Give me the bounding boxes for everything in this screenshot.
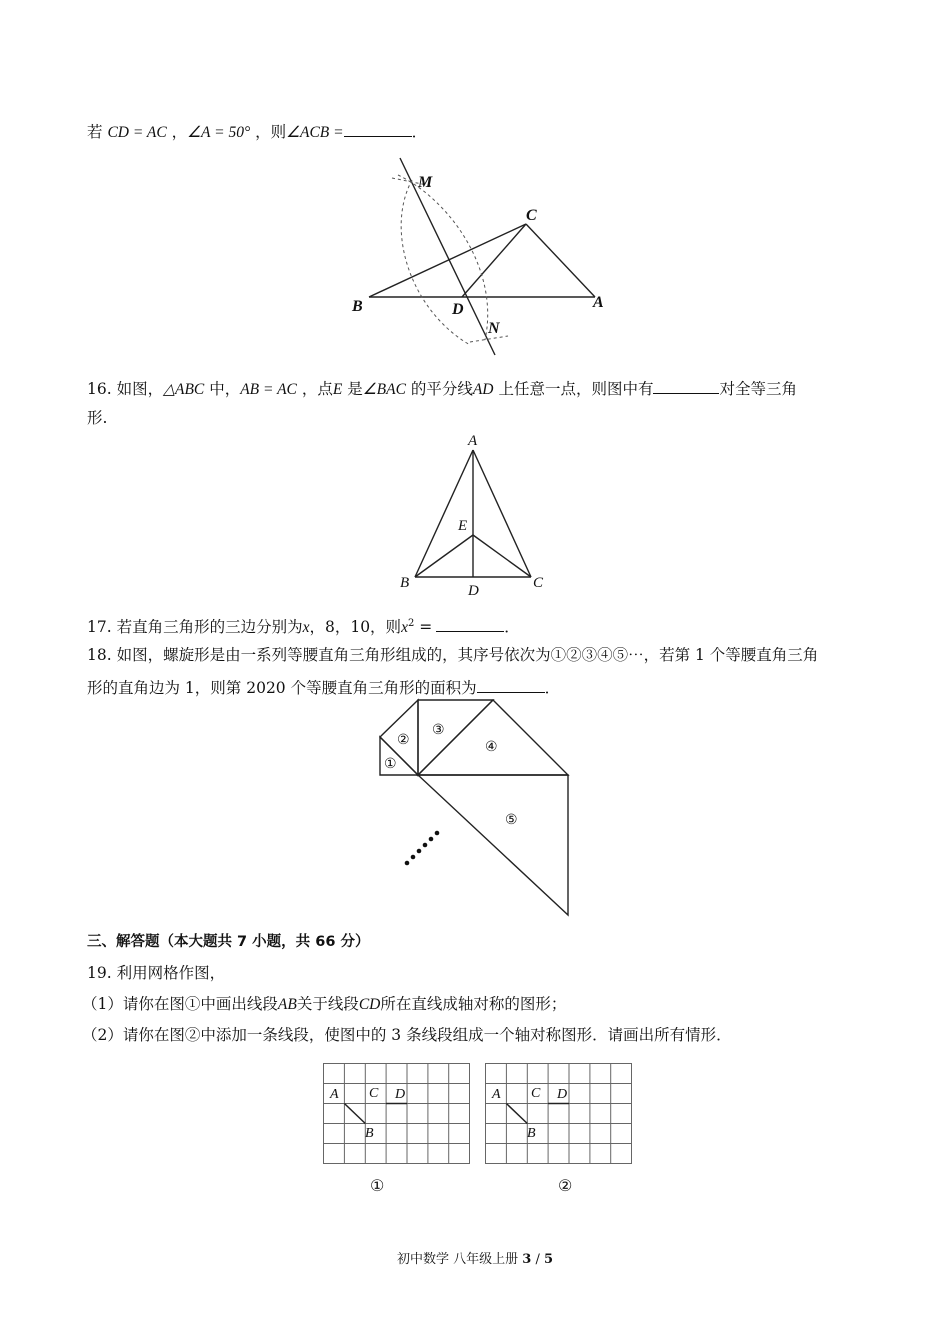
page-footer xyxy=(0,1248,950,1267)
footer-text: 初中数学 八年级上册 xyxy=(396,1252,519,1267)
q18-line1 xyxy=(87,645,818,665)
footer-sep: / xyxy=(531,1252,544,1267)
label-C: C xyxy=(526,207,537,224)
q16-p3: ，点 xyxy=(296,380,333,398)
q15-tail: ． xyxy=(411,123,428,141)
q17-tail: ． xyxy=(504,618,520,637)
caption-1: ① xyxy=(370,1178,385,1195)
label-5: ⑤ xyxy=(505,813,518,828)
q17-p2: ，8，10，则 xyxy=(309,618,402,637)
q16-ad: AD xyxy=(472,381,494,398)
q17-line xyxy=(87,614,520,638)
figure-15 xyxy=(340,150,620,365)
q18-line2-text: 形的直角边为 1，则第 2020 个等腰直角三角形的面积为 xyxy=(87,679,477,697)
label-4: ④ xyxy=(485,740,498,755)
label-E: E xyxy=(458,518,468,534)
q17-x2: x xyxy=(401,619,408,637)
q16-p5: 的平分线 xyxy=(405,380,473,398)
q19-cd: CD xyxy=(358,996,381,1013)
label-B: B xyxy=(352,298,363,315)
segment-AB xyxy=(415,450,473,577)
caption-2: ② xyxy=(558,1178,573,1195)
figure-18 xyxy=(370,700,580,922)
q16-p2: 中， xyxy=(204,380,241,398)
q16-line2 xyxy=(87,408,107,428)
q15-mid: ，则 xyxy=(250,123,287,141)
ellipsis-dots xyxy=(405,831,440,866)
figure-16 xyxy=(395,430,555,600)
q17-p1: 17. 若直角三角形的三边分别为 xyxy=(87,618,303,637)
q16-triangle: △ABC xyxy=(163,381,205,398)
arc-right xyxy=(398,175,488,340)
segment-AB xyxy=(506,1104,527,1124)
q15-eq1: CD = AC xyxy=(107,124,167,141)
label-B: B xyxy=(527,1126,536,1141)
grid-lines xyxy=(323,1063,470,1164)
label-3: ③ xyxy=(432,723,445,738)
q17-answer-blank[interactable] xyxy=(436,615,504,632)
q17-p3: = xyxy=(414,618,433,637)
segment-CE xyxy=(473,535,531,577)
q16-p4: 是 xyxy=(342,380,363,398)
label-C: C xyxy=(369,1086,379,1101)
figure-19-grid-2 xyxy=(485,1063,635,1198)
label-D: D xyxy=(452,301,464,318)
label-D: D xyxy=(557,1087,568,1102)
q16-line2-text: 形. xyxy=(87,409,108,427)
label-B: B xyxy=(400,575,410,591)
q18-answer-blank[interactable] xyxy=(477,676,545,693)
label-A: A xyxy=(492,1087,501,1102)
label-N: N xyxy=(488,320,500,337)
label-M: M xyxy=(418,174,433,191)
segment-CD xyxy=(462,224,526,297)
q16-angle: ∠BAC xyxy=(362,381,406,398)
q19-s1a: （1）请你在图①中画出线段 xyxy=(82,995,278,1013)
q18-line2 xyxy=(87,676,560,698)
triangle-5 xyxy=(418,775,568,915)
q17-x: x xyxy=(302,619,310,637)
q19-sub1 xyxy=(82,994,566,1015)
q19-s1b: 关于线段 xyxy=(296,995,359,1013)
footer-page: 3 xyxy=(522,1252,532,1267)
label-1: ① xyxy=(384,757,397,772)
label-A: A xyxy=(468,433,478,449)
q17-sup: 2 xyxy=(407,618,415,629)
figure-19-grid-1 xyxy=(323,1063,473,1198)
line-MN xyxy=(400,158,495,355)
q15-lead: 若 xyxy=(87,123,108,141)
segment-CA xyxy=(526,224,595,297)
label-A: A xyxy=(330,1087,339,1102)
q16-p6: 上任意一点，则图中有 xyxy=(493,380,654,398)
q15-eq3: ∠ACB = xyxy=(286,124,344,141)
q15-answer-blank[interactable] xyxy=(344,120,412,137)
label-A: A xyxy=(593,294,604,311)
label-D: D xyxy=(395,1087,406,1102)
q16-eq: AB = AC xyxy=(240,381,297,398)
q16-line1 xyxy=(87,377,797,400)
q15-line xyxy=(87,120,427,143)
segment-BC xyxy=(369,224,526,297)
label-D: D xyxy=(468,583,479,599)
segment-AB xyxy=(344,1104,365,1124)
q16-point-e: E xyxy=(332,381,343,398)
q18-tail: ． xyxy=(544,679,561,697)
section-3-title: 三、解答题（本大题共 7 小题，共 66 分） xyxy=(87,934,370,950)
q18-line1-text: 18. 如图，螺旋形是由一系列等腰直角三角形组成的，其序号依次为①②③④⑤⋯，若第 1 个等腰直角三角 xyxy=(87,646,819,664)
q16-p7: 对全等三角 xyxy=(719,380,797,398)
footer-total: 5 xyxy=(543,1252,554,1267)
q19-sub2: （2）请你在图②中添加一条线段，使图中的 3 条线段组成一个轴对称图形．请画出所有情形． xyxy=(82,1026,732,1044)
q16-answer-blank[interactable] xyxy=(653,377,719,394)
segment-AC xyxy=(473,450,531,577)
segment-BE xyxy=(415,535,473,577)
label-C: C xyxy=(533,575,544,591)
label-B: B xyxy=(365,1126,374,1141)
q19-s1c: 所在直线成轴对称的图形； xyxy=(380,995,567,1013)
q19-stem: 19. 利用网格作图， xyxy=(87,964,226,982)
q19-ab: AB xyxy=(277,996,297,1013)
q15-eq2: ∠A = 50° xyxy=(187,124,251,141)
arc-left xyxy=(401,180,470,345)
label-2: ② xyxy=(397,733,410,748)
grid-lines xyxy=(485,1063,632,1164)
q16-p1: 16. 如图， xyxy=(87,380,164,398)
label-C: C xyxy=(531,1086,541,1101)
q15-sep: ， xyxy=(166,123,188,141)
